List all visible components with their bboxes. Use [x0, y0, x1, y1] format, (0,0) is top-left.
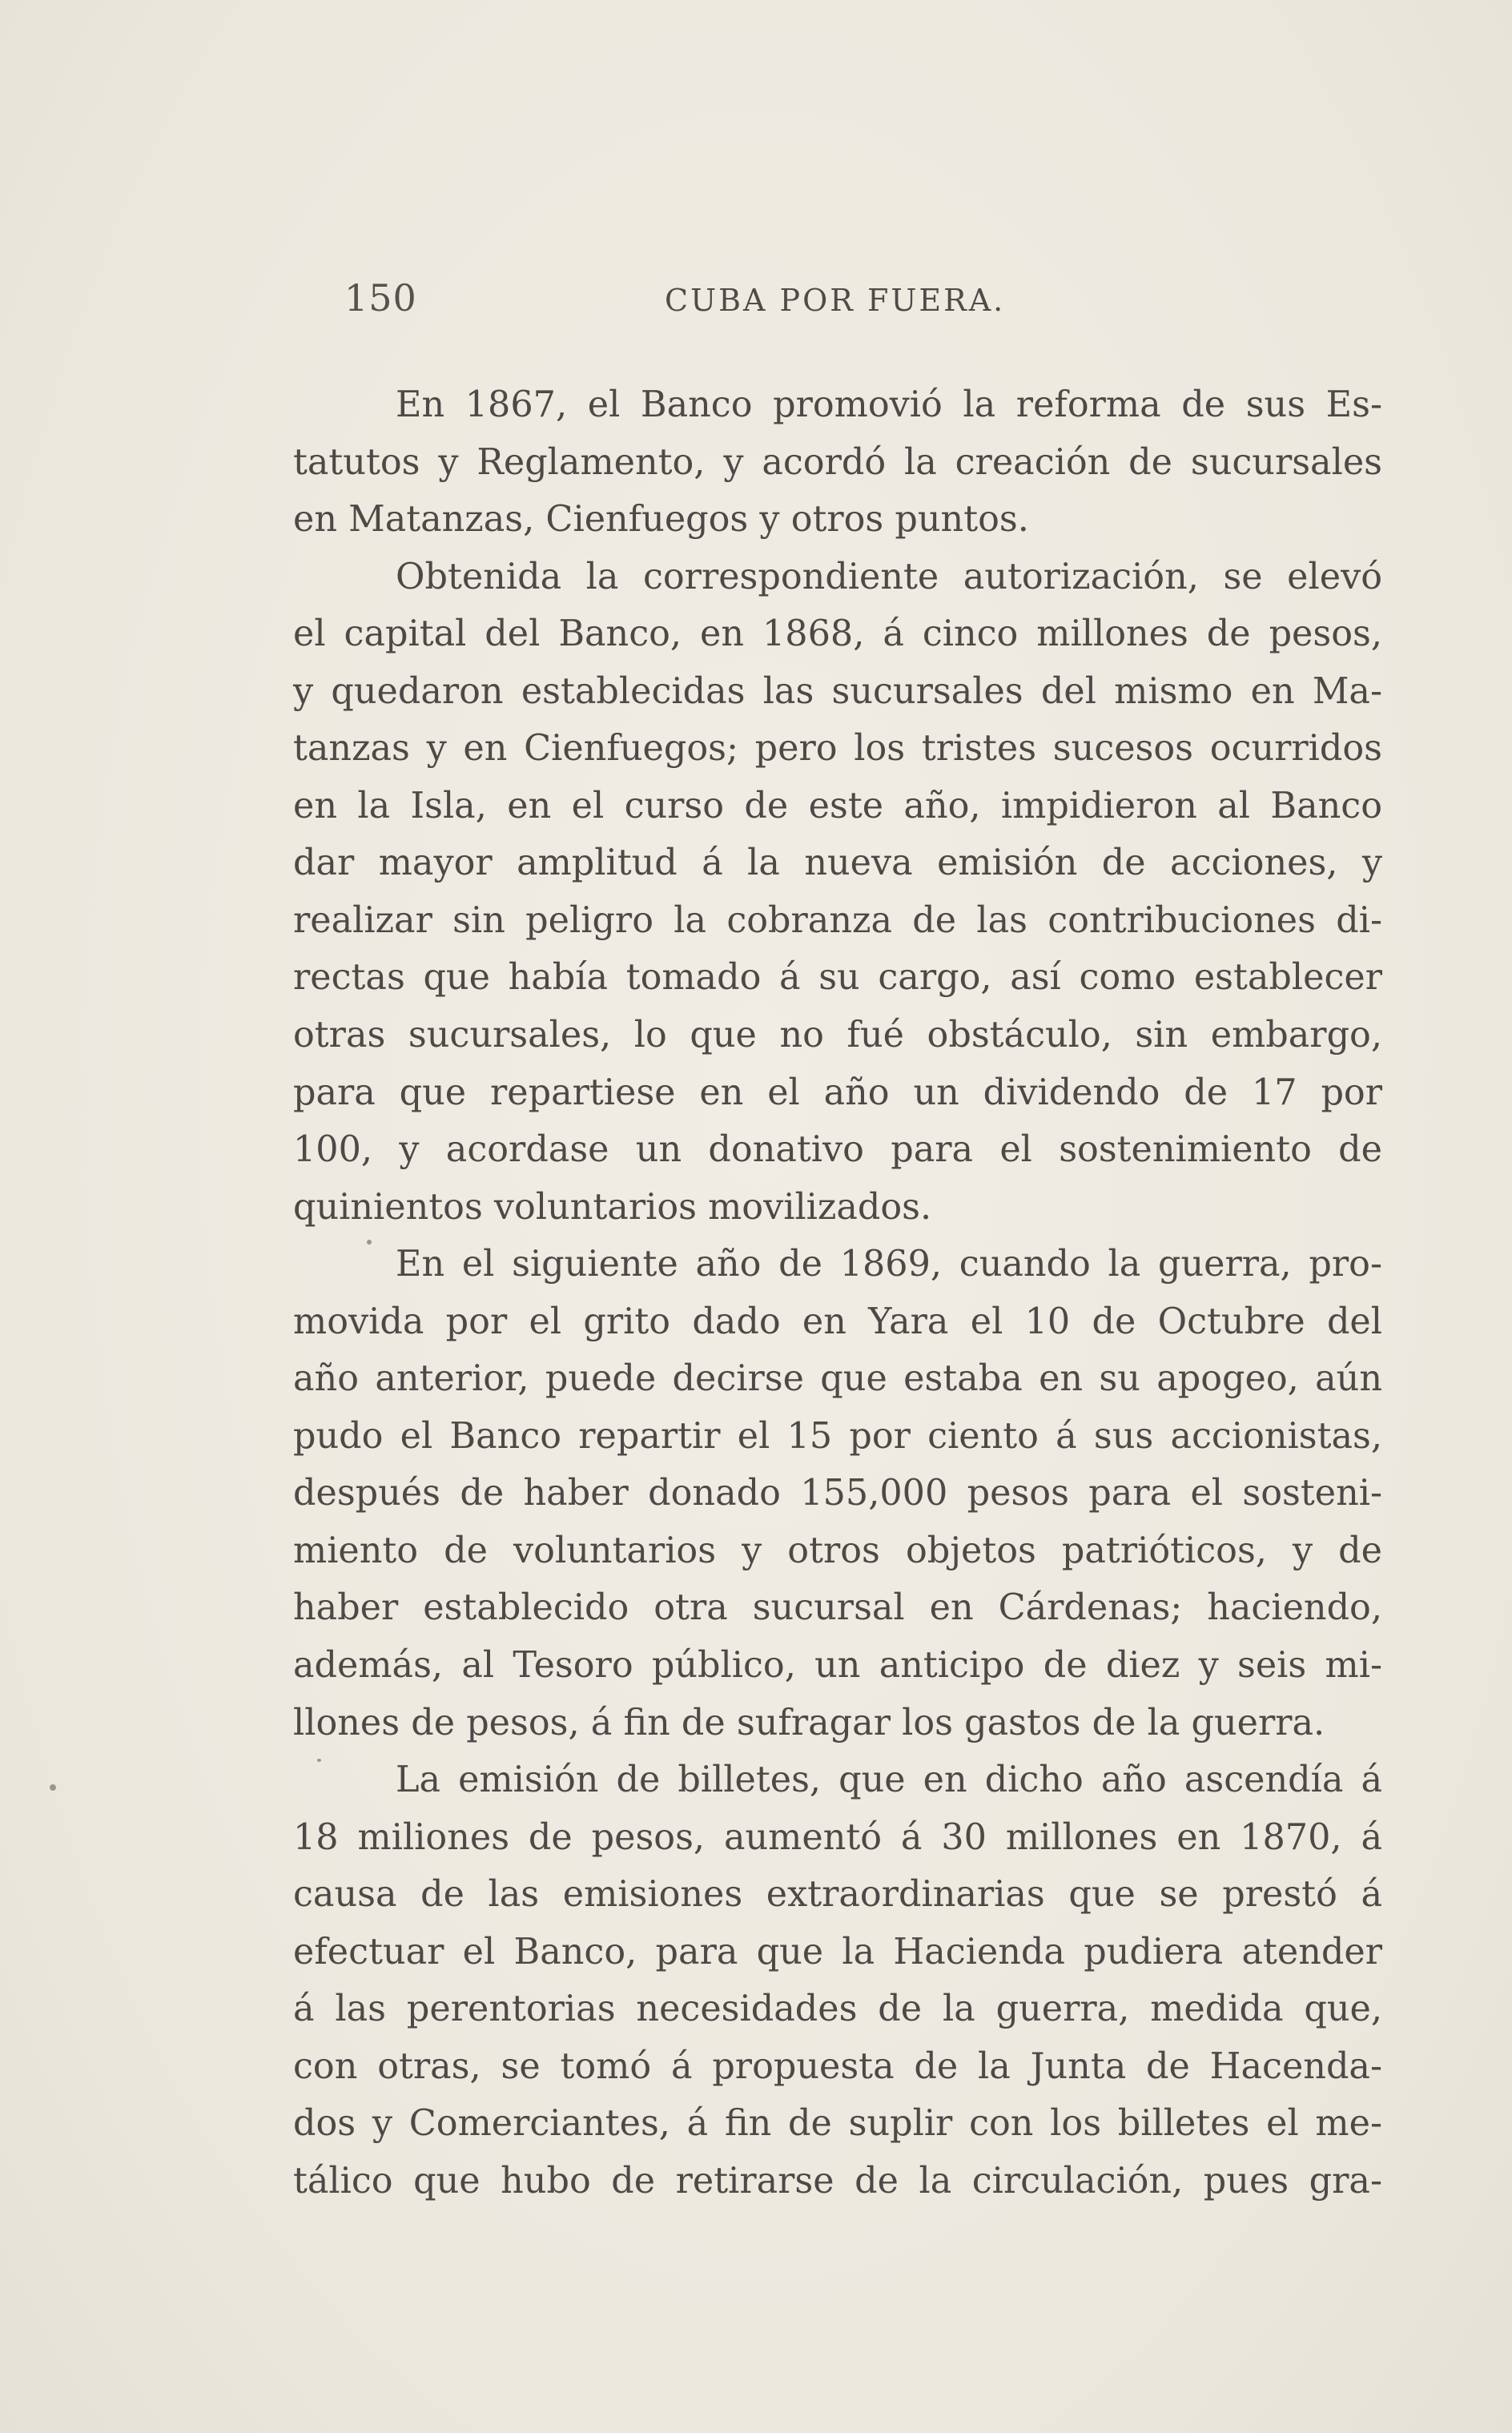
text-line: En el siguiente año de 1869, cuando la guerra, pro- [396, 1244, 1382, 1285]
text-line: quinientos voluntarios movilizados. [293, 1186, 932, 1228]
text-line: en la Isla, en el curso de este año, impidieron al Banco [293, 785, 1382, 826]
running-title: CUBA POR FUERA. [665, 283, 1006, 318]
text-line: miento de voluntarios y otros objetos patrióticos, y de [293, 1530, 1382, 1571]
text-line: tálico que hubo de retirarse de la circulación, pues gra- [293, 2160, 1382, 2202]
page-header [344, 276, 1389, 332]
text-line: tanzas y en Cienfuegos; pero los tristes sucesos ocurridos [293, 728, 1382, 770]
text-line: causa de las emisiones extraordinarias que se prestó á [293, 1874, 1382, 1916]
text-line: tatutos y Reglamento, y acordó la creación de sucursales [293, 441, 1382, 483]
text-line: realizar sin peligro la cobranza de las contribuciones di- [293, 899, 1382, 941]
text-line: movida por el grito dado en Yara el 10 de Octubre del [293, 1301, 1382, 1342]
text-line: llones de pesos, á fin de sufragar los gastos de la guerra. [293, 1702, 1325, 1743]
text-line: el capital del Banco, en 1868, á cinco millones de pesos, [293, 613, 1382, 655]
text-line: haber establecido otra sucursal en Cárdenas; haciendo, [293, 1587, 1382, 1629]
text-line: 18 miliones de pesos, aumentó á 30 millones en 1870, á [293, 1816, 1382, 1858]
text-line: después de haber donado 155,000 pesos para el sosteni- [293, 1473, 1382, 1514]
text-line: En 1867, el Banco promovió la reforma de sus Es- [396, 384, 1382, 425]
body-text [293, 376, 1382, 2210]
text-line: además, al Tesoro público, un anticipo de diez y seis mi- [293, 1645, 1382, 1687]
text-line: La emisión de billetes, que en dicho año ascendía á [396, 1759, 1382, 1801]
text-line: Obtenida la correspondiente autorización, se elevó [396, 556, 1382, 597]
text-line: á las perentorias necesidades de la guerra, medida que, [293, 1989, 1382, 2030]
text-line: en Matanzas, Cienfuegos y otros puntos. [293, 499, 1029, 541]
text-line: pudo el Banco repartir el 15 por ciento á sus accionistas, [293, 1415, 1382, 1457]
text-line: otras sucursales, lo que no fué obstáculo, sin embargo, [293, 1015, 1382, 1056]
text-line: efectuar el Banco, para que la Hacienda pudiera atender [293, 1931, 1382, 1973]
text-line: rectas que había tomado á su cargo, así como establecer [293, 957, 1382, 999]
ink-speck [50, 1784, 56, 1791]
text-line: año anterior, puede decirse que estaba en su apogeo, aún [293, 1358, 1382, 1400]
text-line: y quedaron establecidas las sucursales del mismo en Ma- [293, 670, 1382, 712]
page-number: 150 [344, 276, 417, 320]
text-line: con otras, se tomó á propuesta de la Junta de Hacenda- [293, 2045, 1382, 2087]
ink-speck [317, 1759, 321, 1762]
text-line: dar mayor amplitud á la nueva emisión de acciones, y [293, 843, 1382, 884]
text-line: dos y Comerciantes, á fin de suplir con los billetes el me- [293, 2103, 1382, 2145]
text-line: para que repartiese en el año un dividendo de 17 por [293, 1072, 1382, 1113]
ink-speck [367, 1240, 372, 1245]
text-line: 100, y acordase un donativo para el sostenimiento de [293, 1129, 1382, 1171]
